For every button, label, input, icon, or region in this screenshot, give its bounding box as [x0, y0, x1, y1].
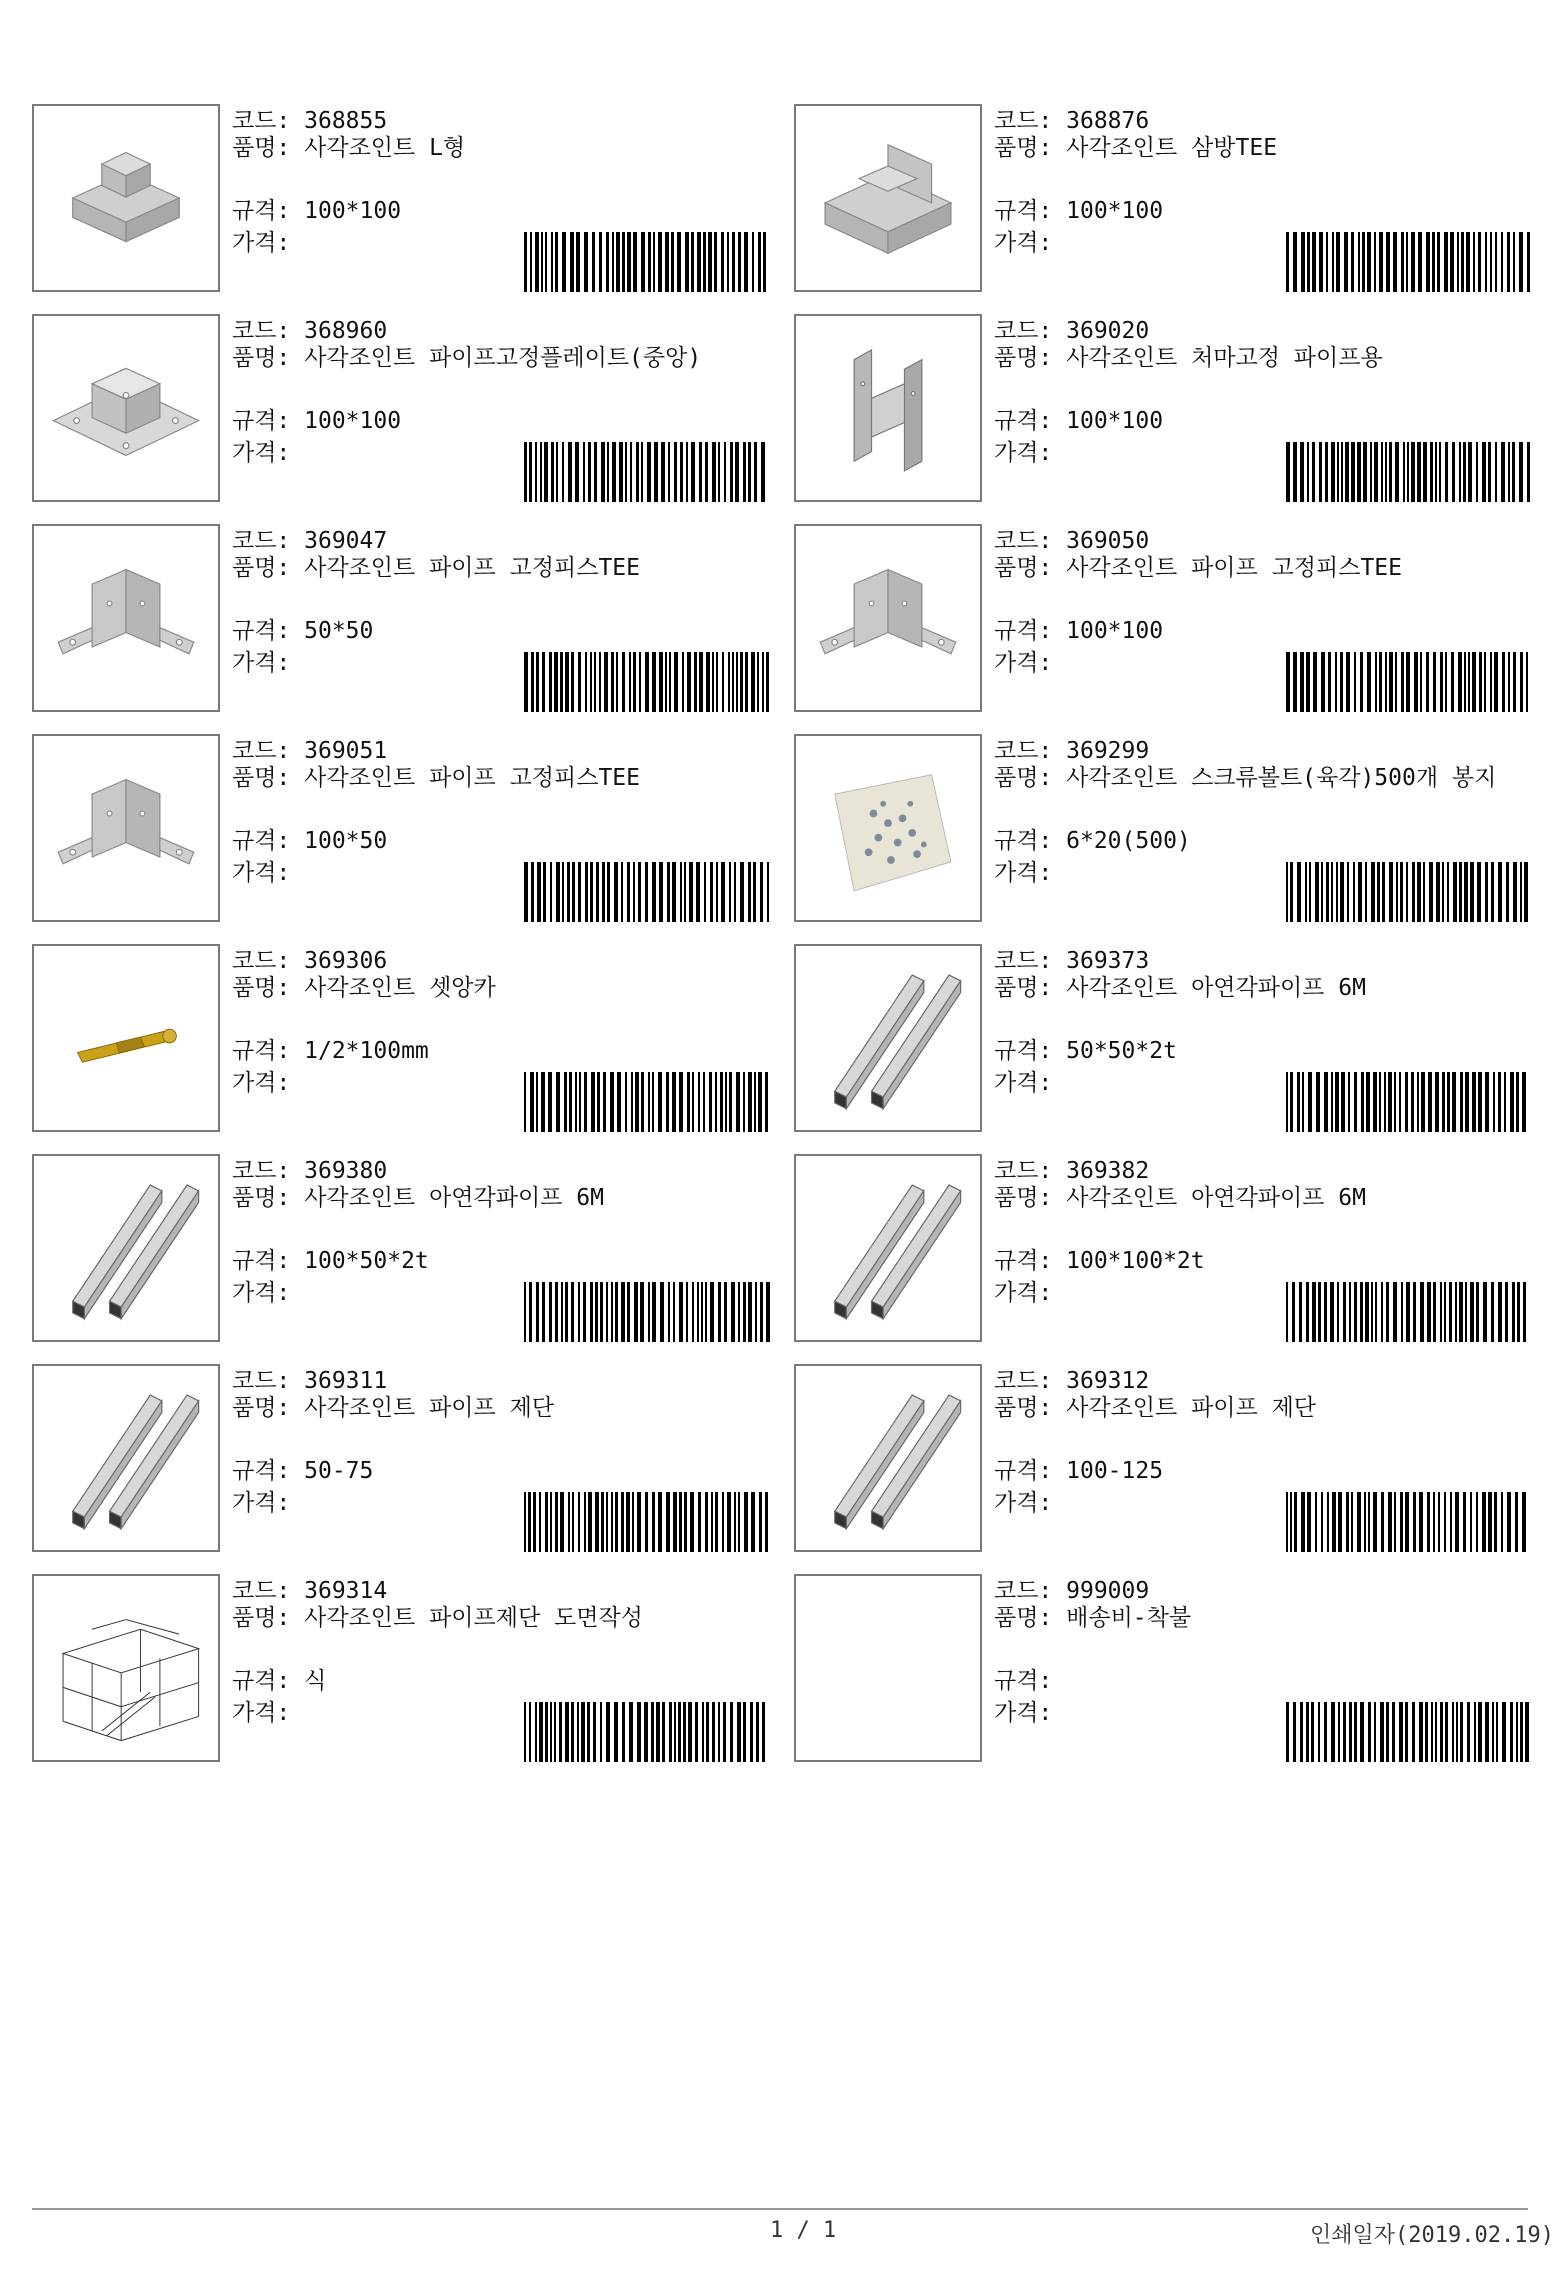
product-name-line [994, 556, 1554, 580]
product-spec: 50*50*2t [1066, 1038, 1177, 1064]
product-code-label: 코드: [994, 738, 1067, 764]
product-name-label: 품명: [232, 975, 305, 1001]
product-code-line [994, 1156, 1149, 1186]
square-pipe-icon [34, 1156, 218, 1340]
product-code-label: 코드: [232, 738, 305, 764]
product-name-label: 품명: [994, 345, 1067, 371]
product-code-line [994, 1366, 1149, 1396]
product-price-line [994, 1278, 1052, 1308]
product-price-label: 가격: [232, 1070, 291, 1096]
product-code: 999009 [1066, 1578, 1150, 1604]
product-name-label: 품명: [232, 135, 305, 161]
product-name: 사각조인트 삼방TEE [1066, 135, 1278, 161]
product-spec: 식 [304, 1668, 327, 1694]
product-code-line [232, 1156, 387, 1186]
product-spec-label: 규격: [994, 1458, 1067, 1484]
product-card [794, 1574, 1534, 1766]
product-name: 배송비-착불 [1066, 1605, 1192, 1631]
barcode [1286, 442, 1534, 502]
product-price-line [994, 858, 1052, 888]
product-price-line [232, 858, 290, 888]
barcode [524, 862, 772, 922]
product-code: 369050 [1066, 528, 1150, 554]
product-spec-label: 규격: [994, 1248, 1067, 1274]
product-name: 사각조인트 파이프 제단 [1066, 1395, 1317, 1421]
product-name: 사각조인트 셋앙카 [304, 975, 496, 1001]
product-price-label: 가격: [994, 1280, 1053, 1306]
product-spec: 100*50*2t [304, 1248, 429, 1274]
product-card [794, 524, 1534, 716]
square-pipe-icon [796, 1366, 980, 1550]
barcode [1286, 232, 1534, 292]
product-price-label: 가격: [232, 1700, 291, 1726]
product-card [794, 944, 1534, 1136]
product-spec-line [232, 196, 401, 226]
product-name-label: 품명: [994, 555, 1067, 581]
product-name: 사각조인트 파이프 고정피스TEE [304, 765, 640, 791]
product-spec-line [232, 406, 401, 436]
product-spec-label: 규격: [232, 1248, 305, 1274]
product-price-label: 가격: [994, 440, 1053, 466]
product-price-line [994, 648, 1052, 678]
product-name-label: 품명: [994, 135, 1067, 161]
product-price-line [994, 1068, 1052, 1098]
product-name-line [994, 346, 1554, 370]
product-spec-label: 규격: [994, 1668, 1053, 1694]
product-spec: 100*100 [1066, 408, 1164, 434]
product-card [32, 944, 772, 1136]
product-card [32, 524, 772, 716]
product-image [32, 1574, 220, 1762]
anchor-bolt-icon [34, 946, 218, 1130]
product-price-label: 가격: [994, 230, 1053, 256]
product-code-label: 코드: [994, 528, 1067, 554]
product-spec-label: 규격: [232, 1038, 305, 1064]
blank-icon [796, 1576, 980, 1760]
product-price-line [994, 438, 1052, 468]
product-spec: 50-75 [304, 1458, 374, 1484]
product-spec-line [994, 196, 1163, 226]
product-code-label: 코드: [994, 1578, 1067, 1604]
product-spec-label: 규격: [994, 618, 1067, 644]
product-code: 369311 [304, 1368, 388, 1394]
product-spec: 6*20(500) [1066, 828, 1191, 854]
product-code: 369312 [1066, 1368, 1150, 1394]
product-image [32, 944, 220, 1132]
product-spec: 100*100*2t [1066, 1248, 1205, 1274]
product-image [32, 734, 220, 922]
product-spec-label: 규격: [232, 828, 305, 854]
barcode [1286, 652, 1534, 712]
product-name-label: 품명: [994, 975, 1067, 1001]
product-name-line [232, 976, 792, 1000]
product-code: 369020 [1066, 318, 1150, 344]
square-pipe-icon [34, 1366, 218, 1550]
product-spec: 100*100 [1066, 618, 1164, 644]
product-name-line [232, 1606, 792, 1630]
product-name-line [994, 976, 1554, 1000]
barcode [1286, 862, 1534, 922]
product-price-line [994, 228, 1052, 258]
product-card [794, 1364, 1534, 1556]
product-spec: 100*100 [304, 198, 402, 224]
product-name: 사각조인트 아연각파이프 6M [1066, 1185, 1366, 1211]
product-code-label: 코드: [994, 318, 1067, 344]
product-code: 369314 [304, 1578, 388, 1604]
product-price-label: 가격: [232, 650, 291, 676]
product-price-label: 가격: [232, 230, 291, 256]
product-code-label: 코드: [994, 1368, 1067, 1394]
product-spec-line [994, 1666, 1052, 1696]
product-code-line [232, 316, 387, 346]
product-card [32, 1574, 772, 1766]
product-code-label: 코드: [232, 948, 305, 974]
product-spec: 100*50 [304, 828, 388, 854]
product-code-line [232, 1576, 387, 1606]
product-name-label: 품명: [232, 1605, 305, 1631]
barcode [1286, 1072, 1534, 1132]
product-price-label: 가격: [994, 1070, 1053, 1096]
product-code-line [994, 736, 1149, 766]
product-price-label: 가격: [232, 1490, 291, 1516]
print-date: 인쇄일자(2019.02.19) [1310, 2223, 1554, 2248]
product-name-line [994, 1396, 1554, 1420]
barcode [1286, 1492, 1534, 1552]
product-price-label: 가격: [994, 1490, 1053, 1516]
product-name-label: 품명: [994, 765, 1067, 791]
product-code-line [994, 106, 1149, 136]
product-code-label: 코드: [232, 1158, 305, 1184]
product-image [32, 1364, 220, 1552]
u-bracket-icon [34, 736, 218, 920]
page-number: 1 / 1 [770, 2218, 837, 2243]
product-card [794, 314, 1534, 506]
product-code: 369047 [304, 528, 388, 554]
product-name: 사각조인트 처마고정 파이프용 [1066, 345, 1383, 371]
product-code: 368855 [304, 108, 388, 134]
product-code: 368960 [304, 318, 388, 344]
product-code: 369382 [1066, 1158, 1150, 1184]
product-image [794, 104, 982, 292]
product-name-line [232, 766, 792, 790]
product-price-label: 가격: [232, 440, 291, 466]
product-code: 369306 [304, 948, 388, 974]
product-spec-label: 규격: [232, 408, 305, 434]
product-name-line [232, 1186, 792, 1210]
product-name-label: 품명: [994, 1605, 1067, 1631]
product-price-line [994, 1488, 1052, 1518]
barcode [524, 1492, 772, 1552]
product-spec: 50*50 [304, 618, 374, 644]
product-spec-line [994, 616, 1163, 646]
product-price-label: 가격: [994, 860, 1053, 886]
product-name: 사각조인트 아연각파이프 6M [304, 1185, 604, 1211]
product-code-label: 코드: [994, 948, 1067, 974]
product-price-line [232, 1488, 290, 1518]
product-spec-line [232, 1456, 373, 1486]
product-name-label: 품명: [232, 1185, 305, 1211]
product-code-label: 코드: [994, 108, 1067, 134]
product-name: 사각조인트 L형 [304, 135, 466, 161]
product-code-label: 코드: [232, 318, 305, 344]
product-name-label: 품명: [994, 1185, 1067, 1211]
product-price-line [232, 228, 290, 258]
product-code-label: 코드: [232, 1578, 305, 1604]
product-image [794, 524, 982, 712]
product-code-label: 코드: [232, 1368, 305, 1394]
product-spec-line [232, 616, 373, 646]
product-code: 369373 [1066, 948, 1150, 974]
product-price-line [232, 1698, 290, 1728]
product-code: 369299 [1066, 738, 1150, 764]
product-code-line [232, 946, 387, 976]
product-code: 369051 [304, 738, 388, 764]
product-code-line [232, 106, 387, 136]
base-plate-icon [34, 316, 218, 500]
square-joint-tee-icon [796, 106, 980, 290]
product-spec-label: 규격: [994, 198, 1067, 224]
product-spec-line [994, 1456, 1163, 1486]
product-card [32, 1154, 772, 1346]
product-price-line [994, 1698, 1052, 1728]
product-image [794, 944, 982, 1132]
product-name-line [232, 346, 792, 370]
product-code-label: 코드: [232, 528, 305, 554]
product-spec: 100*100 [1066, 198, 1164, 224]
u-bracket-icon [34, 526, 218, 710]
barcode [1286, 1702, 1534, 1762]
product-code-line [994, 1576, 1149, 1606]
product-grid [32, 104, 1544, 1784]
product-price-label: 가격: [232, 860, 291, 886]
barcode [524, 1702, 772, 1762]
product-name-line [232, 136, 792, 160]
product-name: 사각조인트 스크류볼트(육각)500개 봉지 [1066, 765, 1497, 791]
barcode [1286, 1282, 1534, 1342]
product-name: 사각조인트 파이프제단 도면작성 [304, 1605, 643, 1631]
product-spec-line [994, 1036, 1177, 1066]
product-spec-line [994, 406, 1163, 436]
product-card [32, 314, 772, 506]
product-code: 369380 [304, 1158, 388, 1184]
product-price-line [232, 1278, 290, 1308]
product-name: 사각조인트 파이프고정플레이트(중앙) [304, 345, 702, 371]
product-price-label: 가격: [232, 1280, 291, 1306]
product-card [32, 1364, 772, 1556]
product-code-line [994, 946, 1149, 976]
product-spec-line [232, 1036, 429, 1066]
product-image [794, 734, 982, 922]
product-spec-label: 규격: [232, 1458, 305, 1484]
product-name-line [994, 136, 1554, 160]
product-name-label: 품명: [232, 555, 305, 581]
product-card [794, 1154, 1534, 1346]
product-spec: 100*100 [304, 408, 402, 434]
barcode [524, 232, 772, 292]
product-name-line [994, 1186, 1554, 1210]
product-spec-label: 규격: [994, 408, 1067, 434]
product-spec-label: 규격: [232, 1668, 305, 1694]
product-spec-line [232, 1246, 429, 1276]
product-name-label: 품명: [232, 765, 305, 791]
product-spec-label: 규격: [232, 618, 305, 644]
product-name-line [232, 556, 792, 580]
product-code-label: 코드: [232, 108, 305, 134]
square-joint-l-icon [34, 106, 218, 290]
product-image [32, 314, 220, 502]
product-image [32, 1154, 220, 1342]
product-image [794, 1364, 982, 1552]
product-price-line [232, 438, 290, 468]
product-spec: 1/2*100mm [304, 1038, 429, 1064]
product-spec: 100-125 [1066, 1458, 1164, 1484]
product-name: 사각조인트 파이프 고정피스TEE [1066, 555, 1402, 581]
u-bracket-icon [796, 526, 980, 710]
product-name-label: 품명: [994, 1395, 1067, 1421]
product-card [32, 104, 772, 296]
product-name: 사각조인트 파이프 고정피스TEE [304, 555, 640, 581]
footer-divider [32, 2208, 1528, 2210]
product-name: 사각조인트 아연각파이프 6M [1066, 975, 1366, 1001]
product-name-label: 품명: [232, 345, 305, 371]
product-spec-line [232, 826, 387, 856]
frame-structure-icon [34, 1576, 218, 1760]
product-name-line [232, 1396, 792, 1420]
product-spec-line [232, 1666, 326, 1696]
square-pipe-icon [796, 946, 980, 1130]
screw-bag-icon [796, 736, 980, 920]
product-name-line [994, 766, 1554, 790]
h-bracket-icon [796, 316, 980, 500]
product-card [794, 104, 1534, 296]
square-pipe-icon [796, 1156, 980, 1340]
product-image [794, 314, 982, 502]
product-code-line [232, 1366, 387, 1396]
product-name: 사각조인트 파이프 제단 [304, 1395, 555, 1421]
product-code-line [232, 736, 387, 766]
product-code-line [232, 526, 387, 556]
product-price-label: 가격: [994, 1700, 1053, 1726]
product-code-line [994, 526, 1149, 556]
product-code-label: 코드: [994, 1158, 1067, 1184]
product-image [32, 104, 220, 292]
product-spec-line [994, 826, 1191, 856]
product-image [794, 1154, 982, 1342]
product-name-line [994, 1606, 1554, 1630]
product-spec-label: 규격: [232, 198, 305, 224]
product-card [794, 734, 1534, 926]
product-code: 368876 [1066, 108, 1150, 134]
barcode [524, 1282, 772, 1342]
product-name-label: 품명: [232, 1395, 305, 1421]
product-price-label: 가격: [994, 650, 1053, 676]
product-price-line [232, 648, 290, 678]
product-spec-line [994, 1246, 1205, 1276]
product-card [32, 734, 772, 926]
product-spec-label: 규격: [994, 1038, 1067, 1064]
barcode [524, 1072, 772, 1132]
product-image [794, 1574, 982, 1762]
barcode [524, 442, 772, 502]
product-spec-label: 규격: [994, 828, 1067, 854]
product-image [32, 524, 220, 712]
barcode [524, 652, 772, 712]
product-price-line [232, 1068, 290, 1098]
product-code-line [994, 316, 1149, 346]
